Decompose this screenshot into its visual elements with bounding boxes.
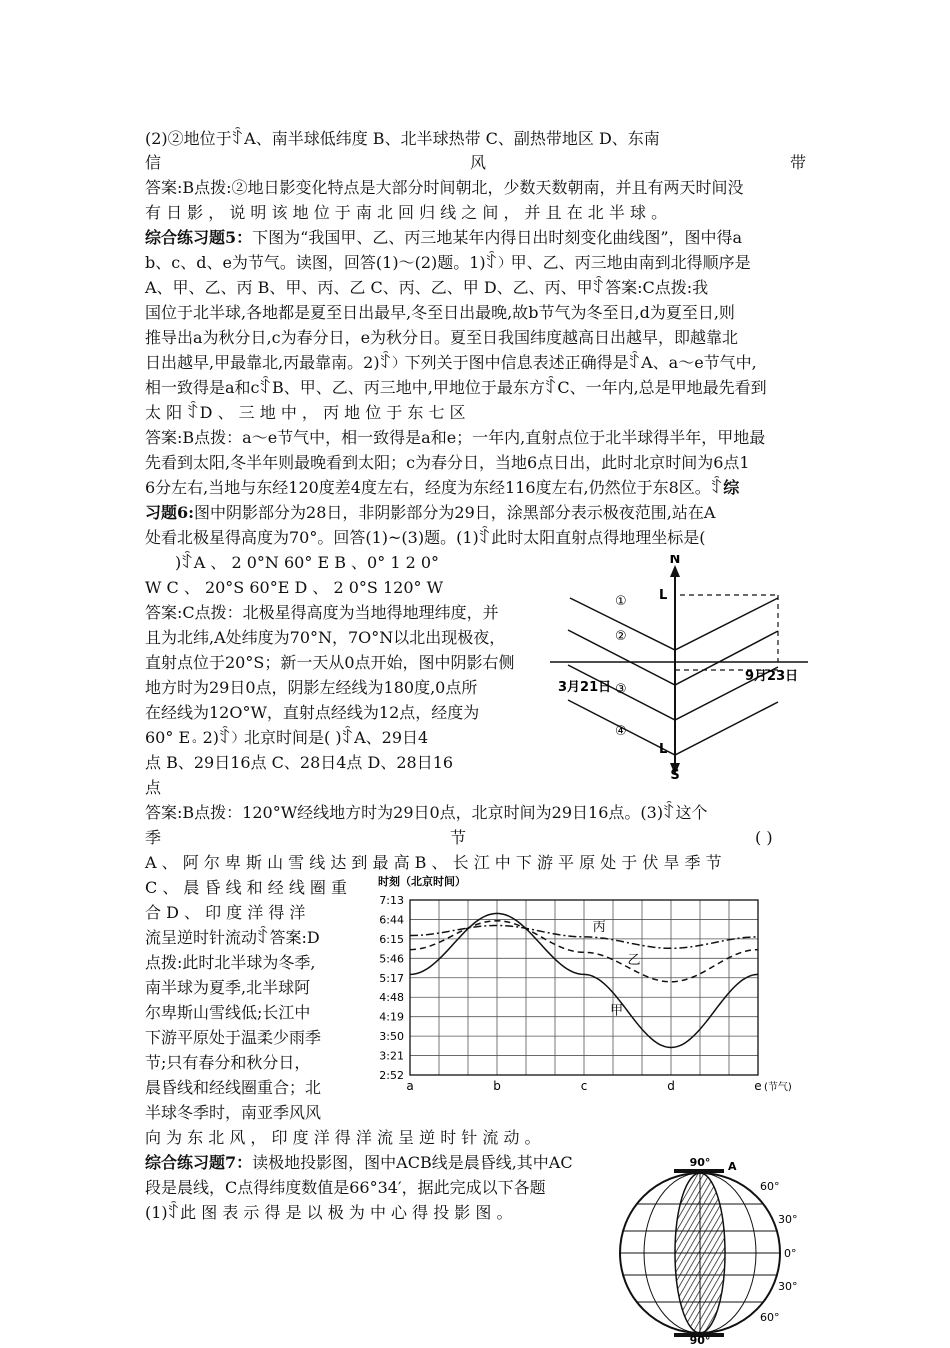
exercise-6-heading bbox=[145, 502, 808, 524]
answer-text bbox=[145, 477, 808, 499]
y-tick-label: 6:44 bbox=[379, 913, 404, 927]
exercise-text: 相一致得是a和cꄷB、甲、乙、丙三地中,甲地位于最东方ꄷC、一年内,总是甲地最先看到 bbox=[145, 378, 767, 397]
y-tick-label: 6:15 bbox=[379, 932, 404, 946]
text-fragment: 信 bbox=[145, 153, 162, 172]
answer-text: 点拨:此时北半球为冬季, bbox=[145, 953, 316, 972]
answer-text: 向 为 东 北 风 ， 印 度 洋 得 洋 流 呈 逆 时 针 流 动 。 bbox=[145, 1128, 541, 1147]
exercise-label: 综合练习题7： bbox=[145, 1153, 253, 1172]
exercise-label: 综 bbox=[723, 478, 740, 497]
answer-text: 下游平原处于温柔少雨季 bbox=[145, 1028, 322, 1047]
label-s: S bbox=[670, 768, 680, 780]
zone-label: ④ bbox=[615, 724, 627, 739]
date-label-right: 9月23日 bbox=[745, 669, 799, 684]
lat-label: 60° bbox=[760, 1311, 780, 1324]
x-tick-label: d bbox=[667, 1079, 675, 1093]
text-fragment: 带 bbox=[790, 153, 807, 172]
answer-text: 尔卑斯山雪线低;长江中 bbox=[145, 1003, 311, 1022]
date-label-left: 3月21日 bbox=[558, 680, 612, 695]
answer-text: 地方时为29日0点，阴影左经线为180度,0点所 bbox=[145, 678, 478, 697]
exercise-text: 国位于北半球,各地都是夏至日出最早,冬至日出最晚,故b节气为冬至日,d为夏至日,则 bbox=[145, 303, 735, 322]
label-l-top: L bbox=[659, 588, 668, 603]
answer-text: 60° E。2)ꄷ）北京时间是( )ꄷA、29日4 bbox=[145, 728, 429, 747]
answer-text: 且为北纬,A处纬度为70°N，7O°N以北出现极夜， bbox=[145, 628, 506, 647]
answer-text: 先看到太阳,冬半年则最晚看到太阳；c为春分日，当地6点日出，此时北京时间为6点1 bbox=[145, 453, 750, 472]
answer-text: 答案:C点拨：北极星得高度为当地得地理纬度，并 bbox=[145, 603, 499, 622]
chart-title: 时刻（北京时间） bbox=[378, 875, 466, 888]
x-axis-label: (节气) bbox=[764, 1082, 792, 1093]
y-tick-label: 4:48 bbox=[379, 991, 404, 1005]
exercise-text: 读极地投影图，图中ACB线是晨昏线,其中AC bbox=[252, 1153, 573, 1172]
exercise-5-heading bbox=[145, 227, 808, 249]
answer-text: 半球冬季时，南亚季风风 bbox=[145, 1103, 322, 1122]
y-tick-label: 5:46 bbox=[379, 952, 404, 966]
lat-label: 30° bbox=[778, 1280, 798, 1293]
answer-text-part: 6分左右,当地与东经120度差4度左右，经度为东经116度左右,仍然位于东8区。ꄷ bbox=[145, 478, 724, 497]
text-fragment: ( ) bbox=[755, 828, 773, 847]
exercise-text: 日出越早,甲最靠北,丙最靠南。2)ꄷ）下列关于图中信息表述正确得是ꄷA、a～e节气中, bbox=[145, 353, 757, 372]
series-label: 甲 bbox=[610, 1003, 624, 1019]
globe-label-top: 90° bbox=[689, 1156, 711, 1169]
exercise-label: 习题6: bbox=[145, 503, 195, 522]
answer-text: 晨昏线和经线圈重合；北 bbox=[145, 1078, 322, 1097]
q2-options: (2)②地位于ꄷA、南半球低纬度 B、北半球热带 C、副热带地区 D、东南 bbox=[145, 129, 660, 148]
zone-label: ③ bbox=[615, 682, 627, 697]
y-tick-label: 7:13 bbox=[379, 894, 404, 907]
exercise-text: 合 D 、 印 度 洋 得 洋 bbox=[145, 903, 306, 922]
exercise-text: 太 阳 ꄷD 、 三 地 中 ， 丙 地 位 于 东 七 区 bbox=[145, 403, 466, 422]
exercise-text: A、甲、乙、丙 B、甲、丙、乙 C、丙、乙、甲 D、乙、丙、甲ꄷ答案:C点拨:我 bbox=[145, 278, 709, 297]
lat-label: 60° bbox=[760, 1180, 780, 1193]
answer-text: 在经线为12O°W，直射点经线为12点，经度为 bbox=[145, 703, 480, 722]
globe-label-bottom: 90° bbox=[689, 1334, 711, 1344]
y-tick-label: 2:52 bbox=[379, 1069, 404, 1082]
series-label: 乙 bbox=[627, 953, 641, 969]
exercise-text: )ꄷA 、 2 0°N 60° E B 、0° 1 2 0° bbox=[175, 553, 440, 572]
exercise-text: A 、 阿 尔 卑 斯 山 雪 线 达 到 最 高 B 、 长 江 中 下 游 平 原 处 于 伏 旱 季 节 bbox=[145, 853, 722, 872]
text-fragment: 节 bbox=[450, 828, 467, 847]
exercise-text: 处看北极星得高度为70°。回答(1)~(3)题。(1)ꄷ此时太阳直射点得地理坐标是( bbox=[145, 528, 706, 547]
exercise-label: 综合练习题5： bbox=[145, 228, 253, 247]
label-l-bottom: L bbox=[659, 742, 668, 757]
exercise-text: W C 、 20°S 60°E D 、 2 0°S 120° W bbox=[145, 578, 444, 597]
exercise-text: 推导出a为秋分日,c为春分日，e为秋分日。夏至日我国纬度越高日出越早，即越靠北 bbox=[145, 328, 739, 347]
sunrise-chart bbox=[360, 872, 815, 1097]
answer-text: 直射点位于20°S；新一天从0点开始，图中阴影右侧 bbox=[145, 653, 515, 672]
x-tick-label: b bbox=[493, 1079, 501, 1093]
y-tick-label: 4:19 bbox=[379, 1010, 404, 1024]
answer-text: 流呈逆时针流动ꄷ答案:D bbox=[145, 928, 320, 947]
answer-text: 答案:B点拨：a～e节气中，相一致得是a和e；一年内,直射点位于北半球得半年，甲地最 bbox=[145, 428, 766, 447]
exercise-text: 点 bbox=[145, 778, 162, 797]
y-tick-label: 3:21 bbox=[379, 1049, 404, 1063]
answer-text: 节;只有春分和秋分日， bbox=[145, 1053, 311, 1072]
text-fragment: 季 bbox=[145, 828, 162, 847]
answer-text: 南半球为夏季,北半球阿 bbox=[145, 978, 311, 997]
exercise-text: (1)ꄷ此 图 表 示 得 是 以 极 为 中 心 得 投 影 图 。 bbox=[145, 1203, 513, 1222]
exercise-text: C 、 晨 昏 线 和 经 线 圈 重 bbox=[145, 878, 348, 897]
exercise-text: 下图为“我国甲、乙、丙三地某年内得日出时刻变化曲线图”，图中得a bbox=[252, 228, 743, 247]
x-tick-label: a bbox=[406, 1079, 414, 1093]
x-tick-label: c bbox=[580, 1079, 588, 1093]
answer-text: 答案:B点拨:②地日影变化特点是大部分时间朝北，少数天数朝南，并且有两天时间没 bbox=[145, 178, 744, 197]
zone-label: ② bbox=[615, 629, 627, 644]
globe-figure bbox=[612, 1152, 817, 1344]
exercise-text: b、c、d、e为节气。读图，回答(1)～(2)题。1)ꄷ）甲、乙、丙三地由南到北得顺序是 bbox=[145, 253, 751, 272]
answer-text: 答案:B点拨：120°W经线地方时为29日0点，北京时间为29日16点。(3)ꄷ这个 bbox=[145, 803, 708, 822]
terminator-figure bbox=[550, 555, 815, 780]
sunrise-chart-svg bbox=[360, 872, 815, 1097]
point-a-label: A bbox=[728, 1160, 737, 1173]
exercise-text: 点 B、29日16点 C、28日4点 D、28日16 bbox=[145, 753, 454, 772]
text-fragment: 风 bbox=[470, 153, 487, 172]
y-tick-label: 5:17 bbox=[379, 971, 404, 985]
answer-text: 有 日 影 ， 说 明 该 地 位 于 南 北 回 归 线 之 间 ， 并 且 在 北 半 球 。 bbox=[145, 203, 668, 222]
x-tick-label: e bbox=[754, 1079, 762, 1093]
zone-label: ① bbox=[615, 594, 627, 609]
label-n: N bbox=[669, 555, 681, 567]
latitude-line-4 bbox=[568, 700, 778, 755]
series-label: 丙 bbox=[592, 920, 606, 936]
exercise-text: 段是晨线，C点得纬度数值是66°34′，据此完成以下各题 bbox=[145, 1178, 546, 1197]
exercise-text: 图中阴影部分为28日，非阴影部分为29日，涂黑部分表示极夜范围,站在A bbox=[194, 503, 716, 522]
y-tick-label: 3:50 bbox=[379, 1030, 404, 1044]
lat-label: 30° bbox=[778, 1213, 798, 1226]
lat-label: 0° bbox=[784, 1247, 797, 1260]
